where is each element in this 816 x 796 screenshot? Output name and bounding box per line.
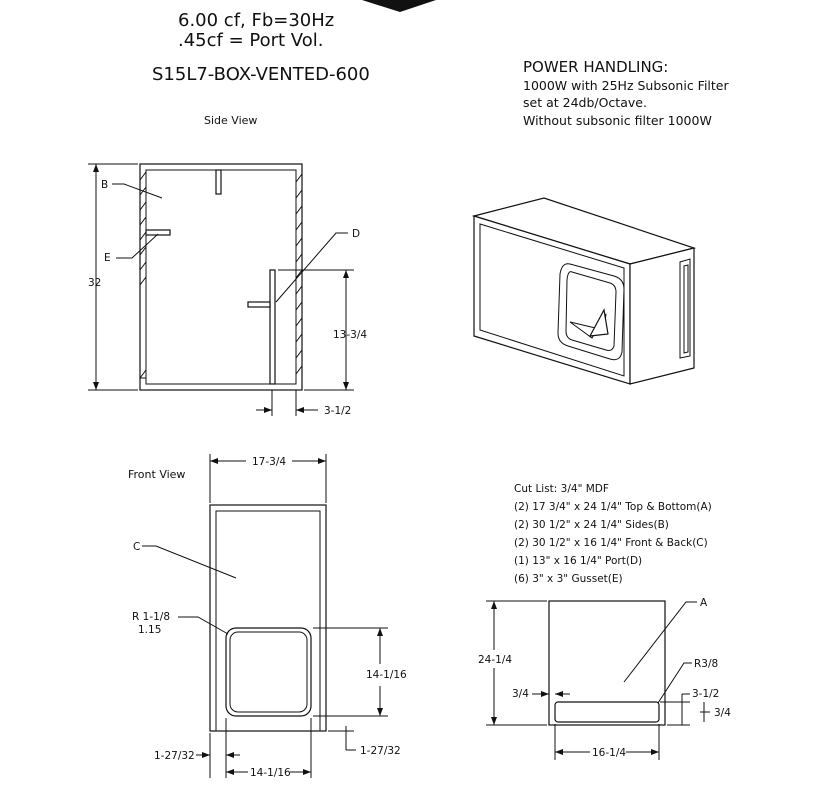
spec-port-volume: .45cf = Port Vol. <box>178 30 324 51</box>
top-view-box <box>549 601 665 725</box>
cut-list-item: (2) 30 1/2" x 24 1/4" Sides(B) <box>514 519 669 531</box>
top-depth-value: 24-1/4 <box>478 654 513 666</box>
front-bottom-margin-dimension <box>328 726 356 750</box>
front-left-margin-value: 1-27/32 <box>154 750 195 762</box>
spec-volume-tuning: 6.00 cf, Fb=30Hz <box>178 10 335 31</box>
side-port-height-value: 13-3/4 <box>333 329 368 341</box>
power-line-3: Without subsonic filter 1000W <box>523 113 712 128</box>
front-view-box <box>210 505 326 731</box>
cut-list-item: (1) 13" x 16 1/4" Port(D) <box>514 555 643 567</box>
top-port-thick-dimension <box>700 702 710 722</box>
front-port-width-value: 14-1/16 <box>250 767 291 779</box>
front-port-height-value: 14-1/16 <box>366 669 407 681</box>
power-line-1: 1000W with 25Hz Subsonic Filter <box>523 78 729 93</box>
top-port-width-value: 16-1/4 <box>592 747 627 759</box>
top-port-depth-value: 3-1/2 <box>692 688 720 700</box>
side-port-depth-value: 3-1/2 <box>324 405 352 417</box>
top-radius-value: R3/8 <box>694 658 719 670</box>
side-port-depth-dimension <box>256 390 318 416</box>
cut-list-item: (6) 3" x 3" Gusset(E) <box>514 573 623 585</box>
top-port-thick-value: 3/4 <box>714 707 731 719</box>
front-bottom-margin-value: 1-27/32 <box>360 745 401 757</box>
front-view-title: Front View <box>128 468 186 481</box>
side-label-b: B <box>101 179 109 191</box>
power-handling-title: POWER HANDLING: <box>523 58 669 76</box>
cut-list-item: (2) 30 1/2" x 16 1/4" Front & Back(C) <box>514 537 708 549</box>
cut-list <box>514 483 712 585</box>
top-marker <box>362 0 436 12</box>
top-left-offset-value: 3/4 <box>512 688 529 700</box>
side-view-title: Side View <box>204 114 258 127</box>
power-line-2: set at 24db/Octave. <box>523 95 647 110</box>
side-height-value: 32 <box>88 277 102 289</box>
isometric-box-view <box>474 198 694 384</box>
cut-list-title: Cut List: 3/4" MDF <box>514 483 609 495</box>
side-label-d: D <box>352 228 361 240</box>
cut-list-item: (2) 17 3/4" x 24 1/4" Top & Bottom(A) <box>514 501 712 513</box>
front-label-c: C <box>133 541 141 553</box>
front-radius-alt-value: 1.15 <box>138 624 162 636</box>
front-width-value: 17-3/4 <box>252 456 287 468</box>
side-label-e: E <box>104 252 111 264</box>
model-number: S15L7-BOX-VENTED-600 <box>152 64 370 85</box>
top-label-a: A <box>700 597 708 609</box>
front-radius-value: R 1-1/8 <box>132 611 171 623</box>
side-view-box <box>140 164 302 390</box>
